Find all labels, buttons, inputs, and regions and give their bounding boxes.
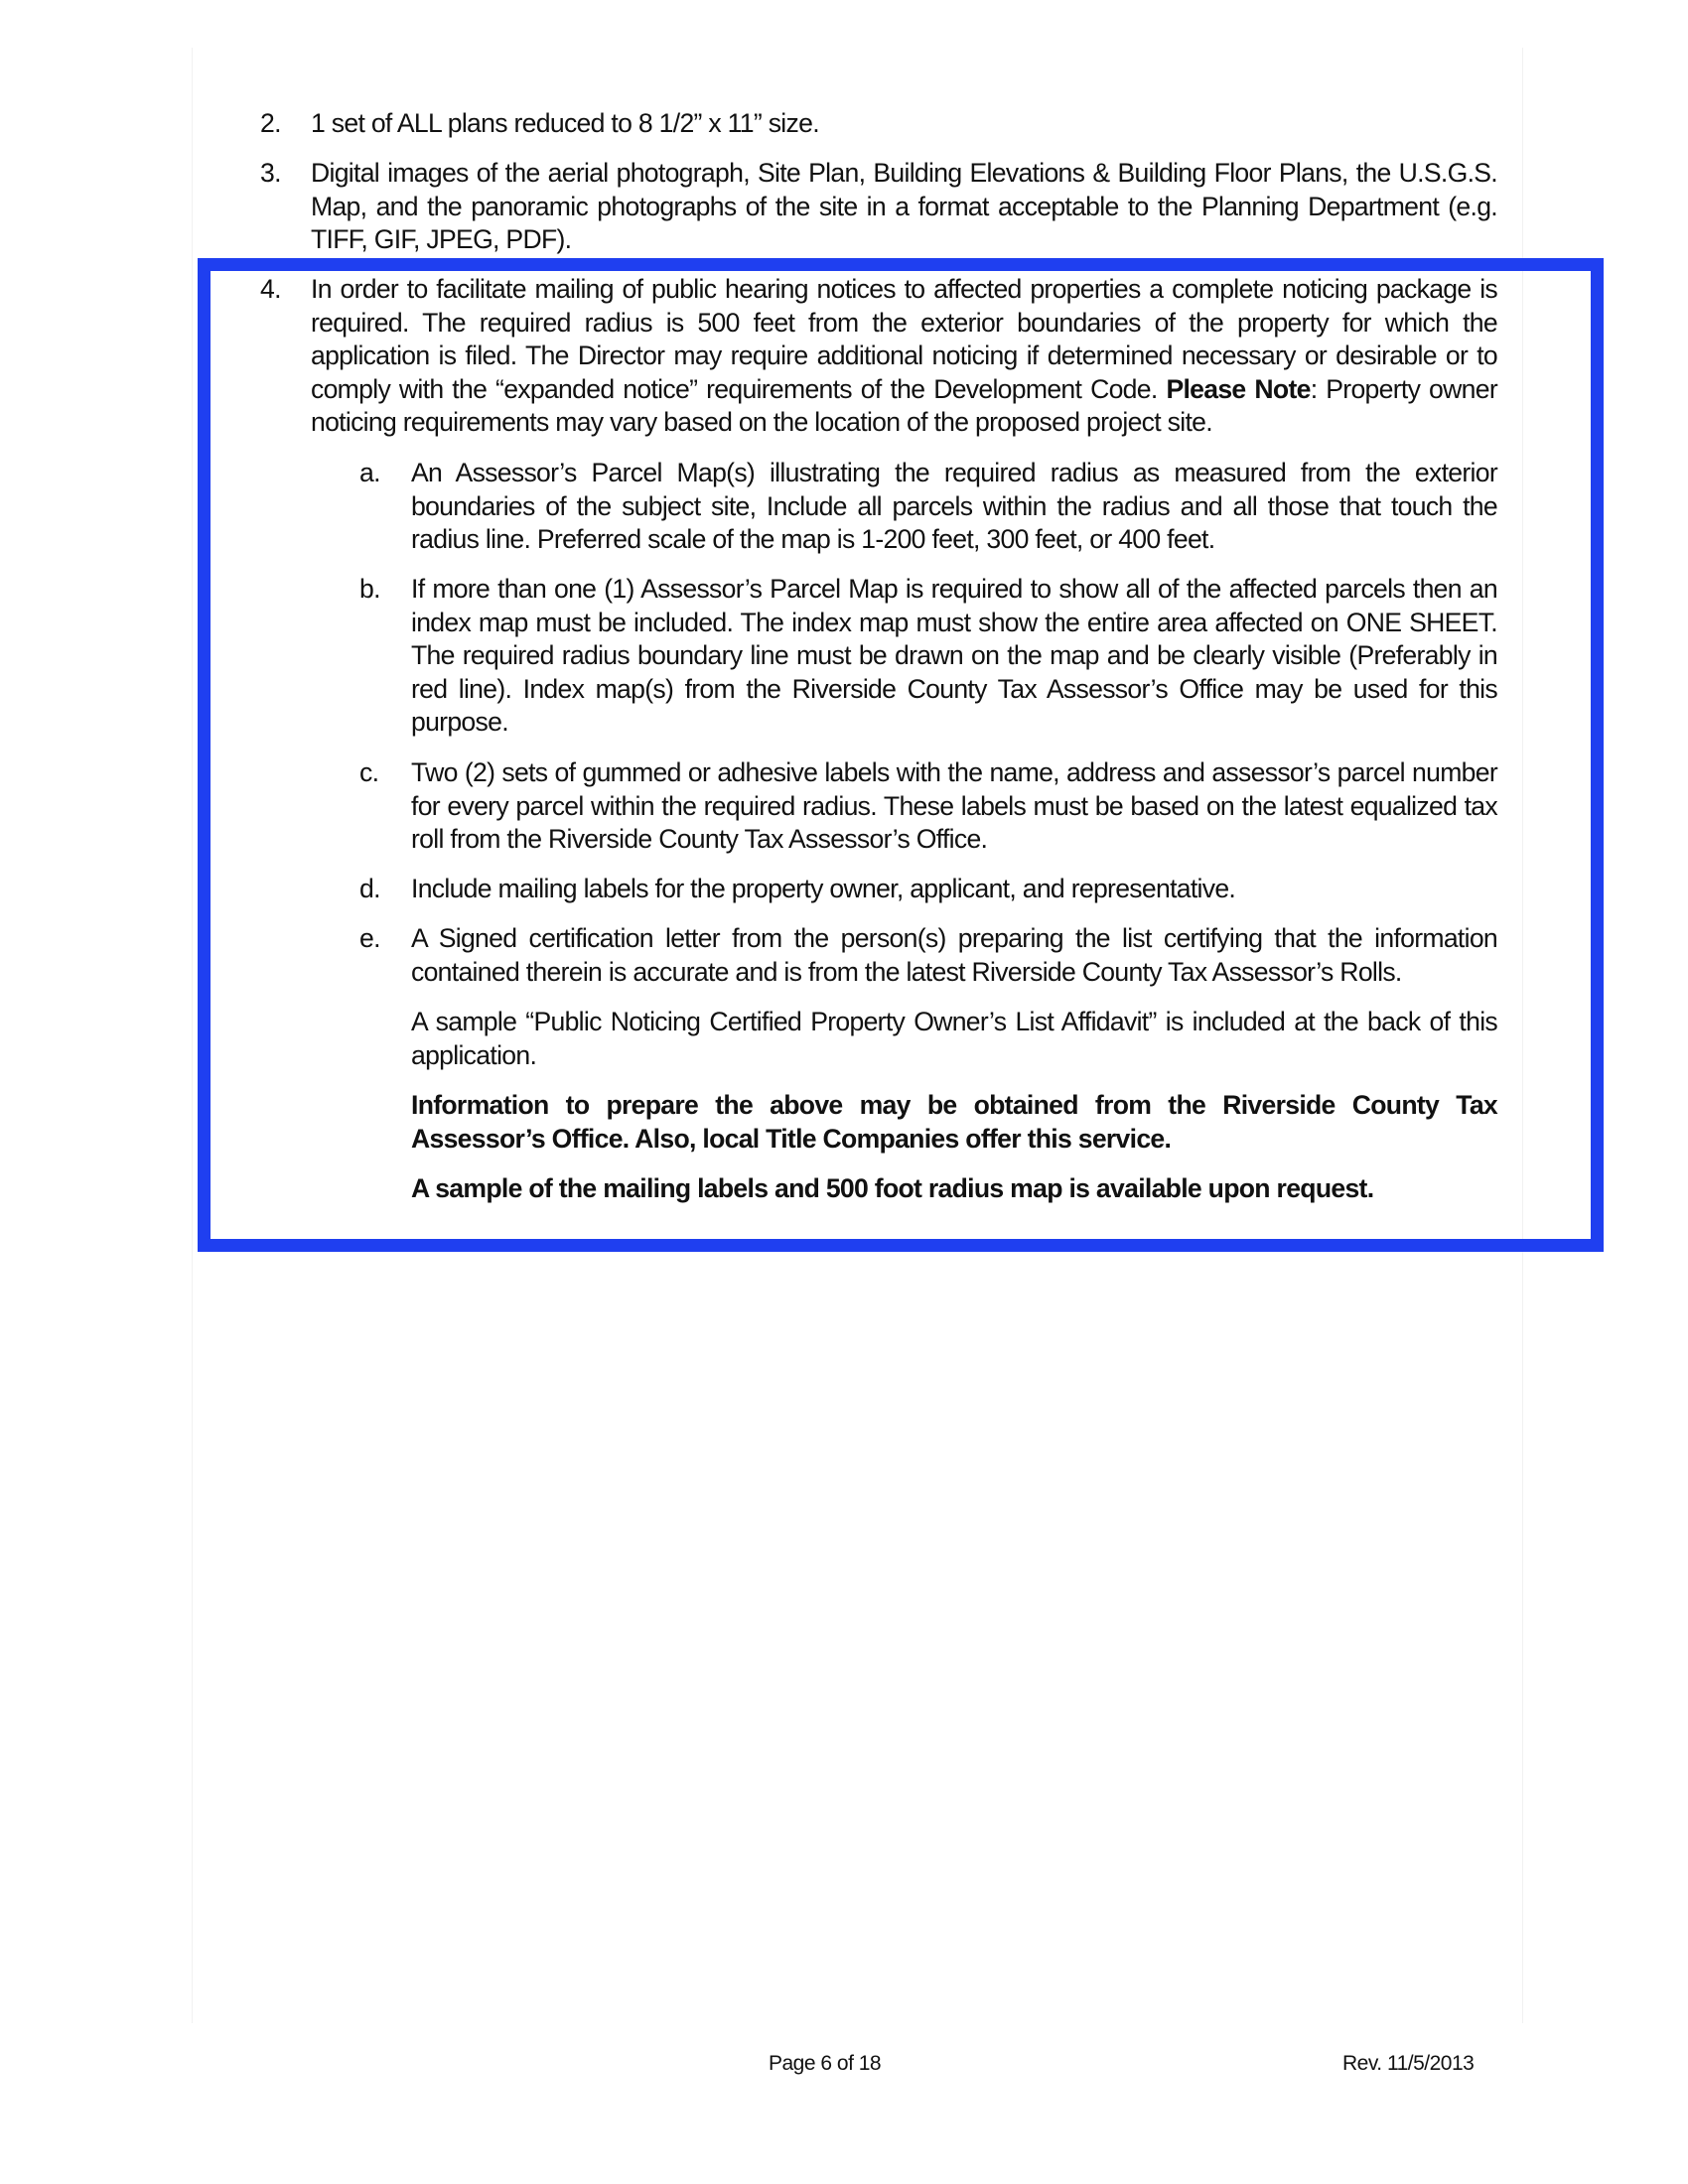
list-text xyxy=(311,273,1497,440)
sub-letter: d. xyxy=(359,874,380,903)
page-number: Page 6 of 18 xyxy=(769,2052,882,2075)
list-text: Digital images of the aerial photograph, Site Plan, Building Elevations & Building Floor Plans, the U.S.G.S. Map, and the panoramic photographs of the site in a format acceptable to the Planning Department (e.g. TIFF, GIF, JPEG, PDF). xyxy=(311,158,1497,254)
list-number: 4. xyxy=(260,274,281,304)
list-number: 3. xyxy=(260,158,281,188)
please-note-text: : Property owner noticing requirements may vary based on the location of the proposed project site. xyxy=(311,373,1497,437)
please-note-label: Please Note xyxy=(1166,373,1311,404)
sub-text: A Signed certification letter from the person(s) preparing the list certifying that the information contained therein is accurate and is from the latest Riverside County Tax Assessor’s Rolls. xyxy=(411,923,1497,987)
sample-affidavit-note: A sample “Public Noticing Certified Property Owner’s List Affidavit” is included at the back of this application. xyxy=(411,1007,1497,1070)
sub-text: An Assessor’s Parcel Map(s) illustrating the required radius as measured from the exterior boundaries of the subject site, Include all parcels within the radius and all those that touch the radius line. Preferred scale of the map is 1-200 feet, 300 feet, or 400 feet. xyxy=(411,458,1497,554)
list-text: 1 set of ALL plans reduced to 8 1/2” x 11” size. xyxy=(311,108,819,138)
sub-text: Two (2) sets of gummed or adhesive labels with the name, address and assessor’s parcel number for every parcel within the required radius. These labels must be based on the latest equalized tax roll from the Riverside County Tax Assessor’s Office. xyxy=(411,757,1497,854)
revision-date: Rev. 11/5/2013 xyxy=(1342,2052,1475,2075)
sub-letter: b. xyxy=(359,574,380,604)
sub-letter: a. xyxy=(359,458,380,487)
list-number: 2. xyxy=(260,108,281,138)
page-edge-left xyxy=(192,48,193,2023)
sub-letter: c. xyxy=(359,757,379,787)
info-source-note: Information to prepare the above may be obtained from the Riverside County Tax Assessor’s Office. Also, local Title Companies offer this service. xyxy=(411,1090,1497,1154)
sub-text: If more than one (1) Assessor’s Parcel Map is required to show all of the affected parcels then an index map must be included. The index map must show the entire area affected on ONE SHEET. The required radius boundary line must be drawn on the map and be clearly visible (Preferably in red line). Index map(s) from the Riverside County Tax Assessor’s Office may be used for this purpose. xyxy=(411,574,1497,737)
item-4-body: In order to facilitate mailing of public hearing notices to affected properties a complete noticing package is required. The required radius is 500 feet from the exterior boundaries of the property for which the application is filed. The Director may require additional noticing if determined necessary or desirable or to comply with the “expanded notice” requirements of the Development Code. xyxy=(311,274,1497,404)
sample-labels-note: A sample of the mailing labels and 500 foot radius map is available upon request. xyxy=(411,1173,1374,1203)
sub-text: Include mailing labels for the property owner, applicant, and representative. xyxy=(411,874,1236,903)
sub-letter: e. xyxy=(359,923,380,953)
